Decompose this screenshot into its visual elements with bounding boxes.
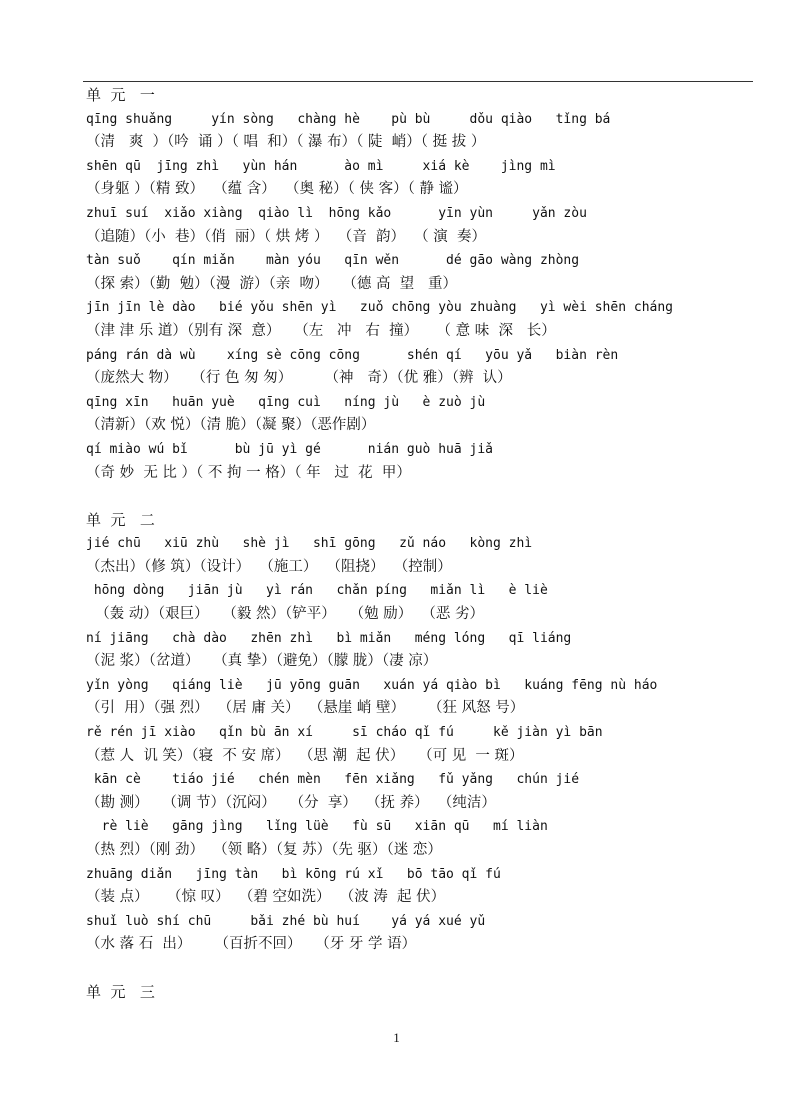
pinyin-line: páng rán dà wù xíng sè cōng cōng shén qí yōu yǎ biàn rèn (86, 347, 619, 363)
pinyin-line: shēn qū jīng zhì yùn hán ào mì xiá kè jìng mì (86, 158, 556, 174)
pinyin-line: tàn suǒ qín miǎn màn yóu qīn wěn dé gāo wàng zhòng (86, 253, 580, 269)
hanzi-line: （追随）（小 巷）（俏 丽）（ 烘 烤 ） （音 韵） （ 演 奏） (86, 228, 486, 245)
hanzi-line: （勘 测） （调 节）（沉闷） （分 享） （抚 养） （纯洁） (86, 794, 496, 811)
hanzi-line: （津 津 乐 道）（别有 深 意） （左 冲 右 撞） （ 意 味 深 长） (86, 322, 556, 339)
section-gap (86, 957, 776, 981)
pinyin-line: rě rén jī xiào qǐn bù ān xí sī cháo qǐ fú kě jiàn yì bān (86, 725, 603, 741)
unit-heading: 单 元 三 (86, 982, 155, 1001)
unit-heading: 单 元 一 (86, 86, 155, 104)
pinyin-line: yǐn yòng qiáng liè jū yōng guān xuán yá qiào bì kuáng fēng nù háo (86, 677, 658, 693)
page-number: 1 (393, 1030, 400, 1045)
hanzi-line: （引 用）（强 烈） （居 庸 关） （悬崖 峭 壁） （狂 风怒 号） (86, 700, 525, 717)
document-body (86, 84, 776, 1004)
hanzi-line: （热 烈）（刚 劲） （领 略）（复 苏）（先 驱）（迷 恋） (86, 842, 442, 858)
pinyin-line: jié chū xiū zhù shè jì shī gōng zǔ náo kòng zhì (86, 536, 533, 552)
unit-heading: 单 元 二 (86, 510, 155, 529)
section-gap (86, 485, 776, 509)
hanzi-line: （惹 人 讥 笑）（寝 不 安 席） （思 潮 起 伏） （可 见 一 斑） (86, 747, 524, 764)
pinyin-line: hōng dòng jiān jù yì rán chǎn píng miǎn lì è liè (86, 583, 548, 599)
pinyin-line: qīng xīn huān yuè qīng cuì níng jù è zuò jù (86, 394, 486, 410)
hanzi-line: （庞然大 物） （行 色 匆 匆） （神 奇）（优 雅）（辨 认） (86, 370, 512, 387)
hanzi-line: （水 落 石 出） （百折不回） （牙 牙 学 语） (86, 936, 417, 953)
hanzi-line: （探 索）（勤 勉）（漫 游）（亲 吻） （德 高 望 重） (86, 275, 457, 292)
hanzi-line: （清 爽 ）（吟 诵 ）（ 唱 和）（ 瀑 布）（ 陡 峭）（ 挺 拔 ） (86, 134, 486, 151)
pinyin-line: rè liè gāng jìng lǐng lüè fù sū xiān qū mí liàn (86, 819, 548, 835)
header-rule (83, 81, 753, 82)
hanzi-line: （泥 浆）（岔道） （真 挚）（避免）（朦 胧）（凄 凉） (86, 653, 438, 670)
hanzi-line: （装 点） （惊 叹） （碧 空如洗） （波 涛 起 伏） (86, 889, 446, 906)
pinyin-line: qīng shuǎng yín sòng chàng hè pù bù dǒu qiào tǐng bá (86, 111, 611, 127)
pinyin-line: qí miào wú bǐ bù jū yì gé nián guò huā jiǎ (86, 441, 493, 457)
hanzi-line: （杰出）（修 筑）（设计） （施工） （阻挠） （控制） (86, 558, 452, 575)
hanzi-line: （轰 动）（艰巨） （毅 然）（铲平） （勉 励） （恶 劣） (86, 606, 485, 623)
pinyin-line: zhuī suí xiǎo xiàng qiào lì hōng kǎo yīn yùn yǎn zòu (86, 205, 587, 221)
pinyin-line: zhuāng diǎn jīng tàn bì kōng rú xǐ bō tāo qǐ fú (86, 866, 501, 882)
pinyin-line: kān cè tiáo jié chén mèn fēn xiǎng fǔ yǎng chún jié (86, 772, 580, 788)
pinyin-line: ní jiāng chà dào zhēn zhì bì miǎn méng lóng qī liáng (86, 630, 572, 646)
hanzi-line: （身躯 ）（精 致） （蕴 含） （奥 秘）（ 侠 客）（ 静 谧） (86, 181, 468, 198)
pinyin-line: shuǐ luò shí chū bǎi zhé bù huí yá yá xué yǔ (86, 913, 486, 929)
hanzi-line: （清新）（欢 悦）（清 脆）（凝 聚）（恶作剧） (86, 417, 376, 434)
hanzi-line: （奇 妙 无 比 ）（ 不 拘 一 格）（ 年 过 花 甲） (86, 464, 411, 481)
pinyin-line: jīn jīn lè dào bié yǒu shēn yì zuǒ chōng yòu zhuàng yì wèi shēn cháng (86, 300, 673, 316)
